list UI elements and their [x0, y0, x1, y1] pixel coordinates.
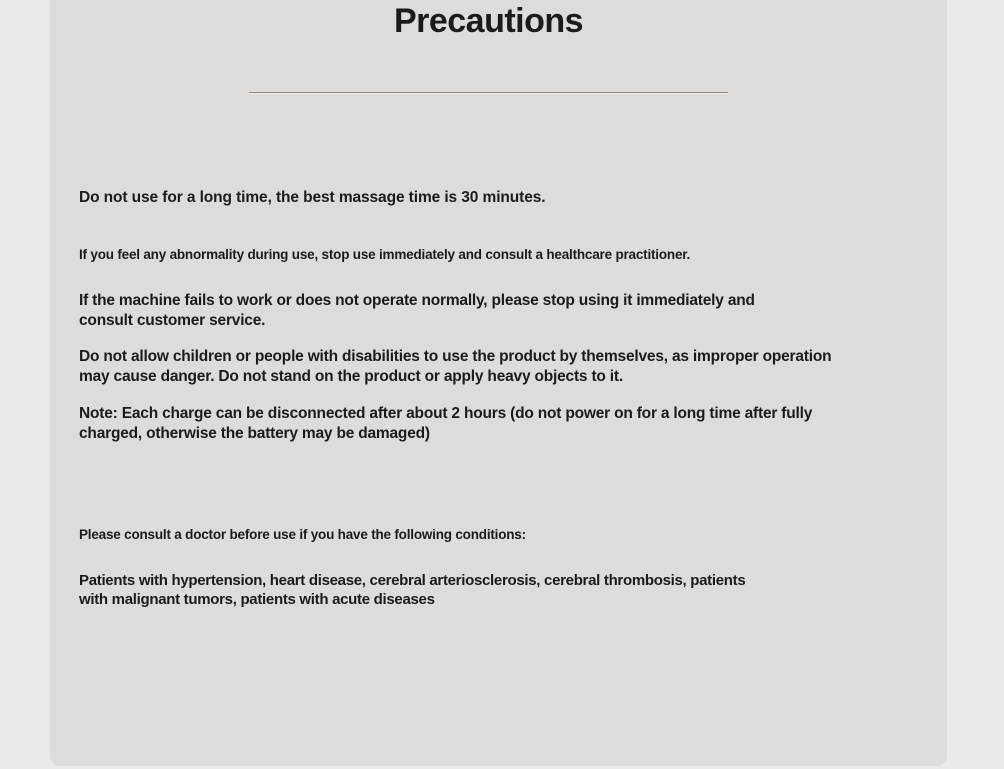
precaution-line: Note: Each charge can be disconnected after about 2 hours (do not power on for a long time after fully	[79, 405, 813, 422]
precaution-consult-doctor	[79, 527, 526, 542]
precaution-line: may cause danger. Do not stand on the product or apply heavy objects to it.	[79, 368, 623, 385]
precaution-charging-note	[79, 404, 812, 444]
precaution-usage-time	[79, 189, 545, 207]
precaution-line: charged, otherwise the battery may be damaged)	[79, 425, 430, 442]
precaution-line: with malignant tumors, patients with acute diseases	[79, 591, 435, 608]
page-title: Precautions	[393, 2, 584, 40]
precaution-machine-failure	[79, 291, 755, 331]
precaution-children-disabilities	[79, 347, 831, 387]
precaution-line: If the machine fails to work or does not operate normally, please stop using it immediately and	[79, 292, 755, 309]
precautions-panel	[50, 0, 947, 766]
precaution-line: Patients with hypertension, heart disease, cerebral arteriosclerosis, cerebral thrombosis, patients	[79, 572, 746, 589]
precaution-abnormality	[79, 247, 690, 262]
precaution-conditions-list	[79, 571, 745, 609]
precaution-line: Do not allow children or people with disabilities to use the product by themselves, as improper operation	[79, 348, 832, 365]
title-divider	[249, 92, 728, 94]
precaution-line: If you feel any abnormality during use, stop use immediately and consult a healthcare practitioner.	[79, 247, 691, 262]
precaution-line: consult customer service.	[79, 312, 266, 329]
precaution-line: Please consult a doctor before use if you have the following conditions:	[79, 527, 526, 542]
precaution-line: Do not use for a long time, the best massage time is 30 minutes.	[79, 189, 546, 206]
